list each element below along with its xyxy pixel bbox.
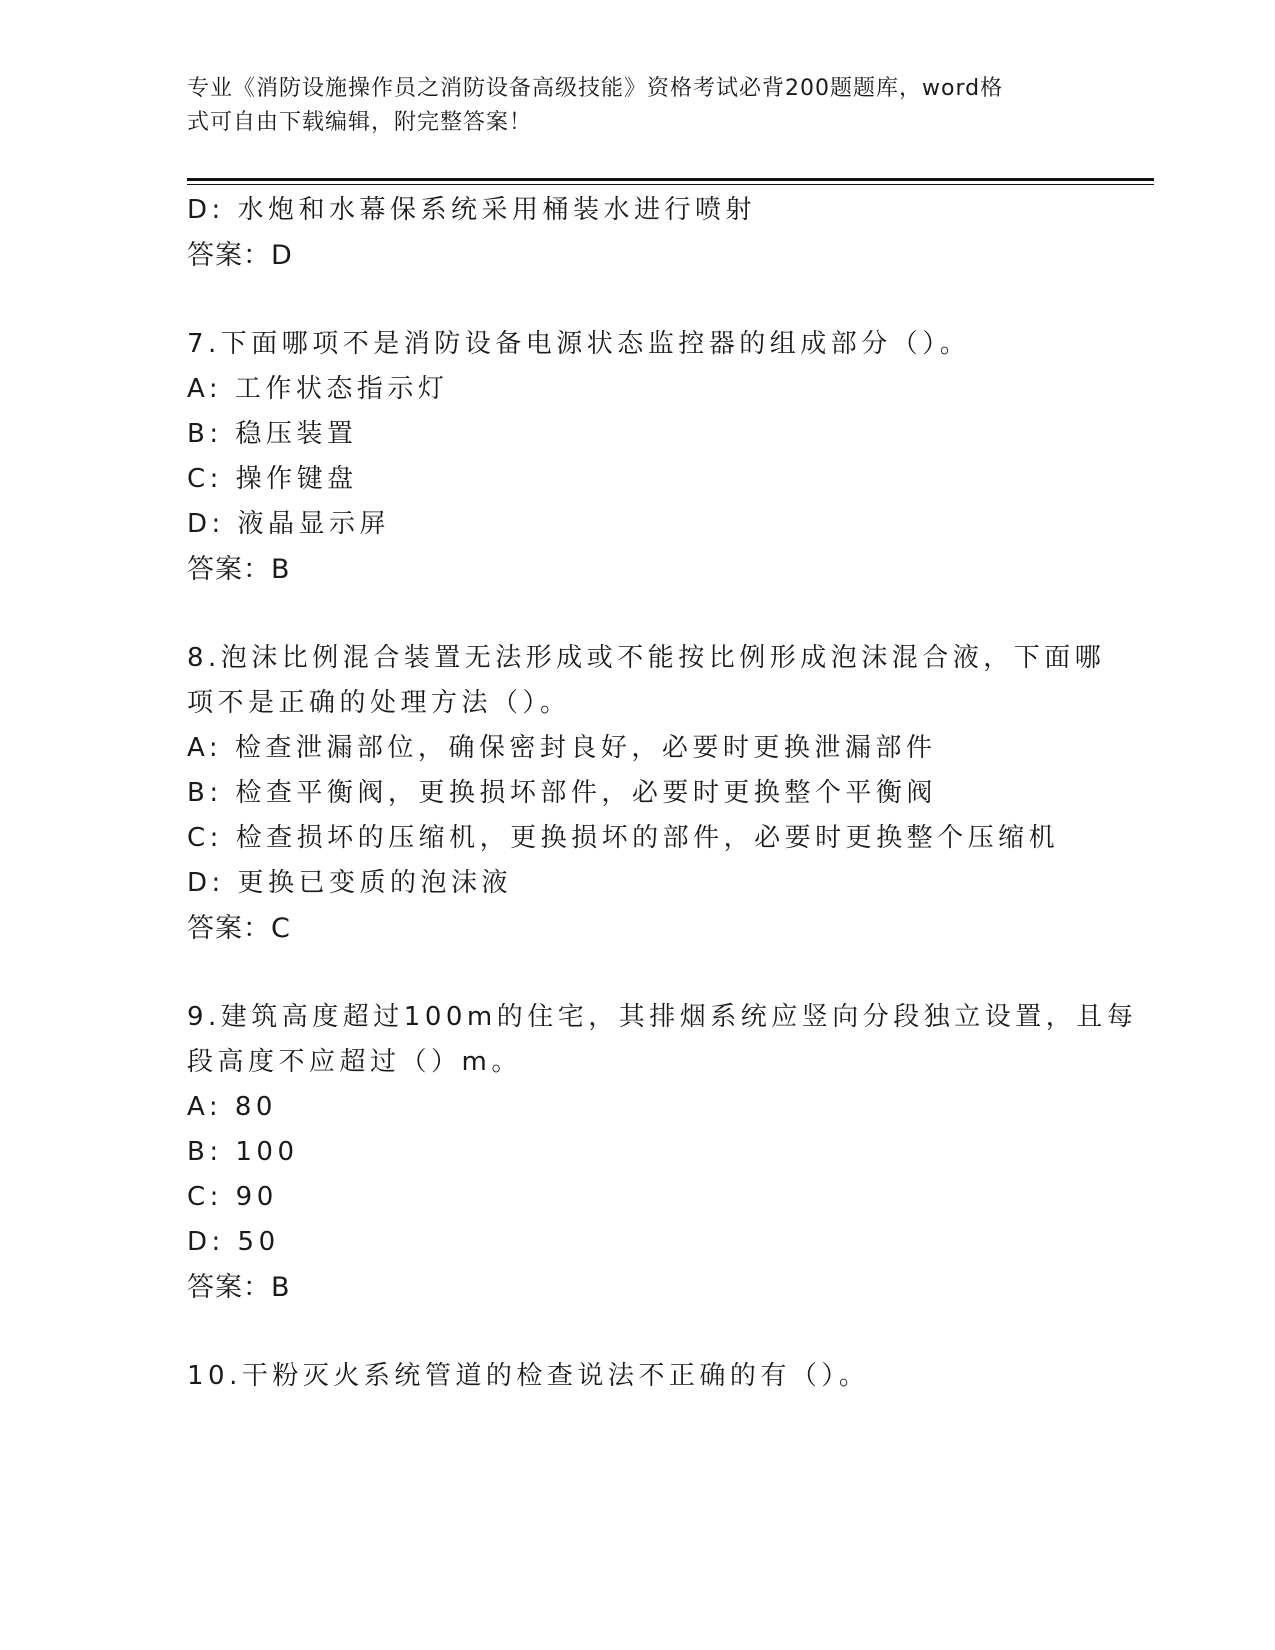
header-line-1: 专业《消防设施操作员之消防设备高级技能》资格考试必背200题题库，word格 — [187, 76, 1004, 101]
option-d: D: 50 — [187, 1227, 280, 1257]
option-c: C: 90 — [187, 1182, 278, 1212]
question-7 — [187, 322, 1087, 592]
option-a: A: 工作状态指示灯 — [187, 374, 449, 404]
header-line-2: 式可自由下载编辑，附完整答案！ — [187, 110, 533, 135]
option-a: A: 检查泄漏部位，确保密封良好，必要时更换泄漏部件 — [187, 733, 937, 763]
answer: 答案：D — [187, 240, 293, 271]
question-8 — [187, 636, 1106, 951]
question-text: 10.干粉灭火系统管道的检查说法不正确的有（）。 — [187, 1361, 870, 1391]
option-c: C: 操作键盘 — [187, 464, 358, 494]
question-text-line-1: 8.泡沫比例混合装置无法形成或不能按比例形成泡沫混合液，下面哪 — [187, 643, 1106, 673]
question-text-line-2: 段高度不应超过（）m。 — [187, 1047, 522, 1077]
option-d: D: 水炮和水幕保系统采用桶装水进行喷射 — [187, 195, 757, 225]
option-b: B: 检查平衡阀，更换损坏部件，必要时更换整个平衡阀 — [187, 778, 937, 808]
question-text-line-2: 项不是正确的处理方法（）。 — [187, 688, 571, 718]
header-rule-thick — [187, 178, 1154, 181]
answer: 答案：C — [187, 913, 291, 944]
question-text: 7.下面哪项不是消防设备电源状态监控器的组成部分（）。 — [187, 329, 971, 359]
document-body — [187, 188, 1138, 1399]
question-text-line-1: 9.建筑高度超过100m的住宅，其排烟系统应竖向分段独立设置，且每 — [187, 1002, 1138, 1032]
option-b: B: 稳压装置 — [187, 419, 358, 449]
answer: 答案：B — [187, 554, 291, 585]
question-9 — [187, 995, 1138, 1310]
document-header — [187, 72, 1067, 140]
question-10 — [187, 1354, 1087, 1399]
question-6-tail — [187, 188, 1087, 278]
header-rule-thin — [187, 184, 1154, 185]
option-d: D: 更换已变质的泡沫液 — [187, 868, 513, 898]
option-c: C: 检查损坏的压缩机，更换损坏的部件，必要时更换整个压缩机 — [187, 823, 1060, 853]
answer: 答案：B — [187, 1272, 291, 1303]
option-b: B: 100 — [187, 1137, 299, 1167]
option-d: D: 液晶显示屏 — [187, 509, 391, 539]
option-a: A: 80 — [187, 1092, 277, 1122]
